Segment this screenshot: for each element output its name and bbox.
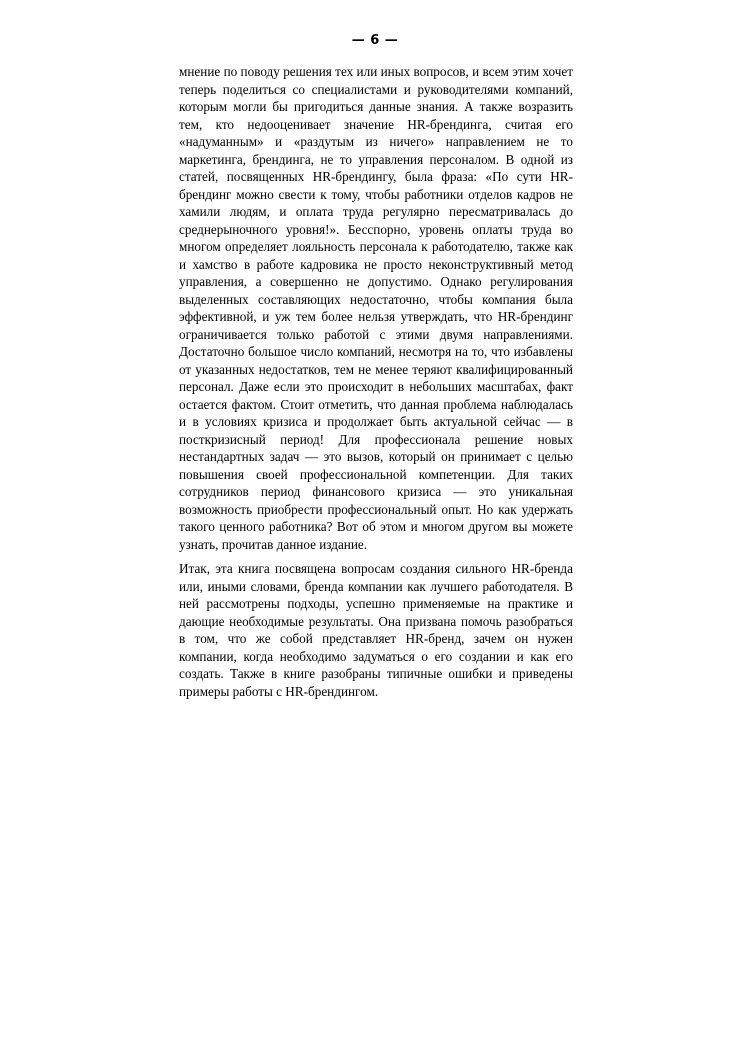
page-number: — 6 — xyxy=(351,33,399,48)
paragraph-1: мнение по поводу решения тех или иных вопросов, и всем этим хочет теперь поделиться со специалистами и руководителями компаний, которым могли бы пригодиться данные знания. А также возразить тем, кто недооценивает значение HR-брендинга, считая его «надуманным» и «раздутым из ничего» направлением не то маркетинга, брендинга, не то управления персоналом. В одной из статей, посвященных HR-брендингу, была фраза: «По сути HR-брендинг можно свести к тому, чтобы работники отделов кадров не хамили людям, и оплата труда регулярно пересматривалась до среднерыночного уровня!». Бесспорно, уровень оплаты труда во многом определяет лояльность персонала к работодателю, также как и хамство в работе кадровика не просто неконструктивный метод управления, а совершенно не допустимо. Однако регулирования выделенных составляющих недостаточно, чтобы компания была эффективной, и уж тем более нельзя утверждать, что HR-брендинг ограничивается только работой с этими двумя направлениями. Достаточно большое число компаний, несмотря на то, что избавлены от указанных недостатков, тем не менее теряют квалифицированный персонал. Даже если это происходит в небольших масштабах, факт остается фактом. Стоит отметить, что данная проблема наблюдалась и в условиях кризиса и продолжает быть актуальной сейчас — в посткризисный период! Для профессионала решение новых нестандартных задач — это вызов, который он принимает с целью повышения своей профессиональной компетенции. Для таких сотрудников период финансового кризиса — это уникальная возможность приобрести профессиональный опыт. Но как удержать такого ценного работника? Вот об этом и многом другом вы можете узнать, прочитав данное издание. xyxy=(179,64,573,552)
paragraph-2: Итак, эта книга посвящена вопросам создания сильного HR-бренда или, иными словами, бренда компании как лучшего работодателя. В ней рассмотрены подходы, успешно применяемые на практике и дающие необходимые результаты. Она призвана помочь разобраться в том, что же собой представляет HR-бренд, зачем он нужен компании, когда необходимо задуматься о его создании и как его создать. Также в книге разобраны типичные ошибки и приведены примеры работы с HR-брендингом. xyxy=(179,561,573,699)
body-text xyxy=(179,63,573,700)
